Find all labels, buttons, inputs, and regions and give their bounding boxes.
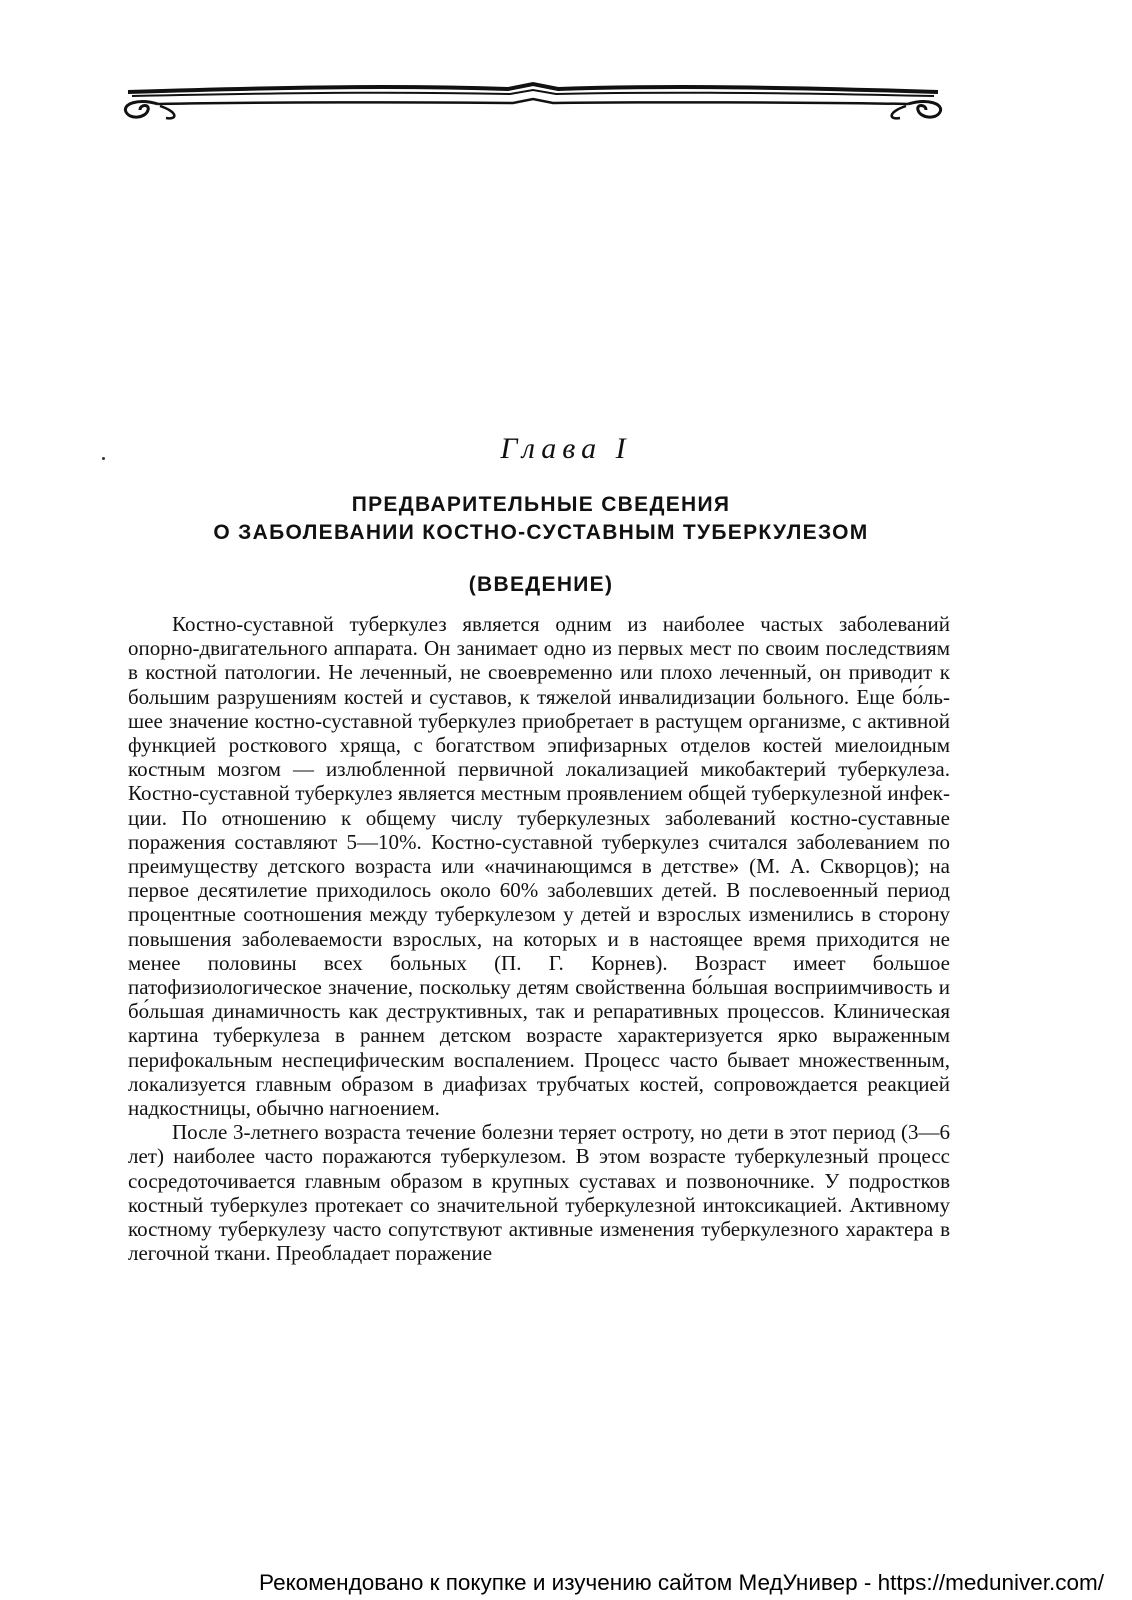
chapter-label: Глава I (500, 432, 632, 465)
decorative-header-ornament (118, 80, 948, 126)
body-text (128, 612, 950, 1265)
paragraph-2: После 3-летнего возраста течение болезни теряет остроту, но дети в этот период (3—6 лет) наиболее часто поражаются туберкулезом. В этом возрасте туберкулезный процесс сосредоточивается главным образом в крупных суставах и позвоночнике. У подростков костный туберкулез протекает со значительной туберкулезной интоксикацией. Активному костному туберкулезу часто сопутствуют активные изменения туберкулезного характера в легочной ткани. Преобладает поражение (128, 1120, 950, 1266)
chapter-subtitle: (ВВЕДЕНИЕ) (468, 573, 614, 596)
chapter-title-line-2: О ЗАБОЛЕВАНИИ КОСТНО-СУСТАВНЫМ ТУБЕРКУЛЕЗОМ (213, 521, 869, 544)
chapter-title-line-1: ПРЕДВАРИТЕЛЬНЫЕ СВЕДЕНИЯ (351, 493, 731, 516)
paragraph-1: Костно-суставной туберкулез является одним из наиболее частых заболеваний опорно-двигательного аппарата. Он занимает одно из первых мест по своим последствиям в костной патологии. Не леченный, не своевременно или плохо леченный, он приводит к большим разрушениям костей и суставов, к тяжелой инвалидизации больного. Еще бо́льшее значение костно-суставной туберкулез приобретает в растущем организме, с активной функцией росткового хряща, с богатством эпифизарных отделов костей миелоидным костным мозгом — излюбленной первичной локализацией микобактерий туберкулеза. Костно-суставной туберкулез является местным проявлением общей туберкулезной инфекции. По отношению к общему числу туберкулезных заболеваний костно-суставные поражения составляют 5—10%. Костно-суставной туберкулез считался заболеванием по преимуществу детского возраста или «начинающимся в детстве» (М. А. Скворцов); на первое десятилетие приходилось около 60% заболевших детей. В послевоенный период процентные соотношения между туберкулезом у детей и взрослых изменились в сторону повышения заболеваемости взрослых, на которых и в настоящее время приходится не менее половины всех больных (П. Г. Корнев). Возраст имеет большое патофизиологическое значение, поскольку детям свойственна бо́льшая восприимчивость и бо́льшая динамичность как деструктивных, так и репаративных процессов. Клиническая картина туберкулеза в раннем детском возрасте характеризуется ярко выраженным перифокальным неспецифическим воспалением. Процесс часто бывает множественным, локализуется главным образом в диафизах трубчатых костей, сопровождается реакцией надкостницы, обычно нагноением. (128, 612, 950, 1121)
footer-recommendation: Рекомендовано к покупке и изучению сайтом МедУнивер - https://meduniver.com/ (259, 1570, 1104, 1595)
